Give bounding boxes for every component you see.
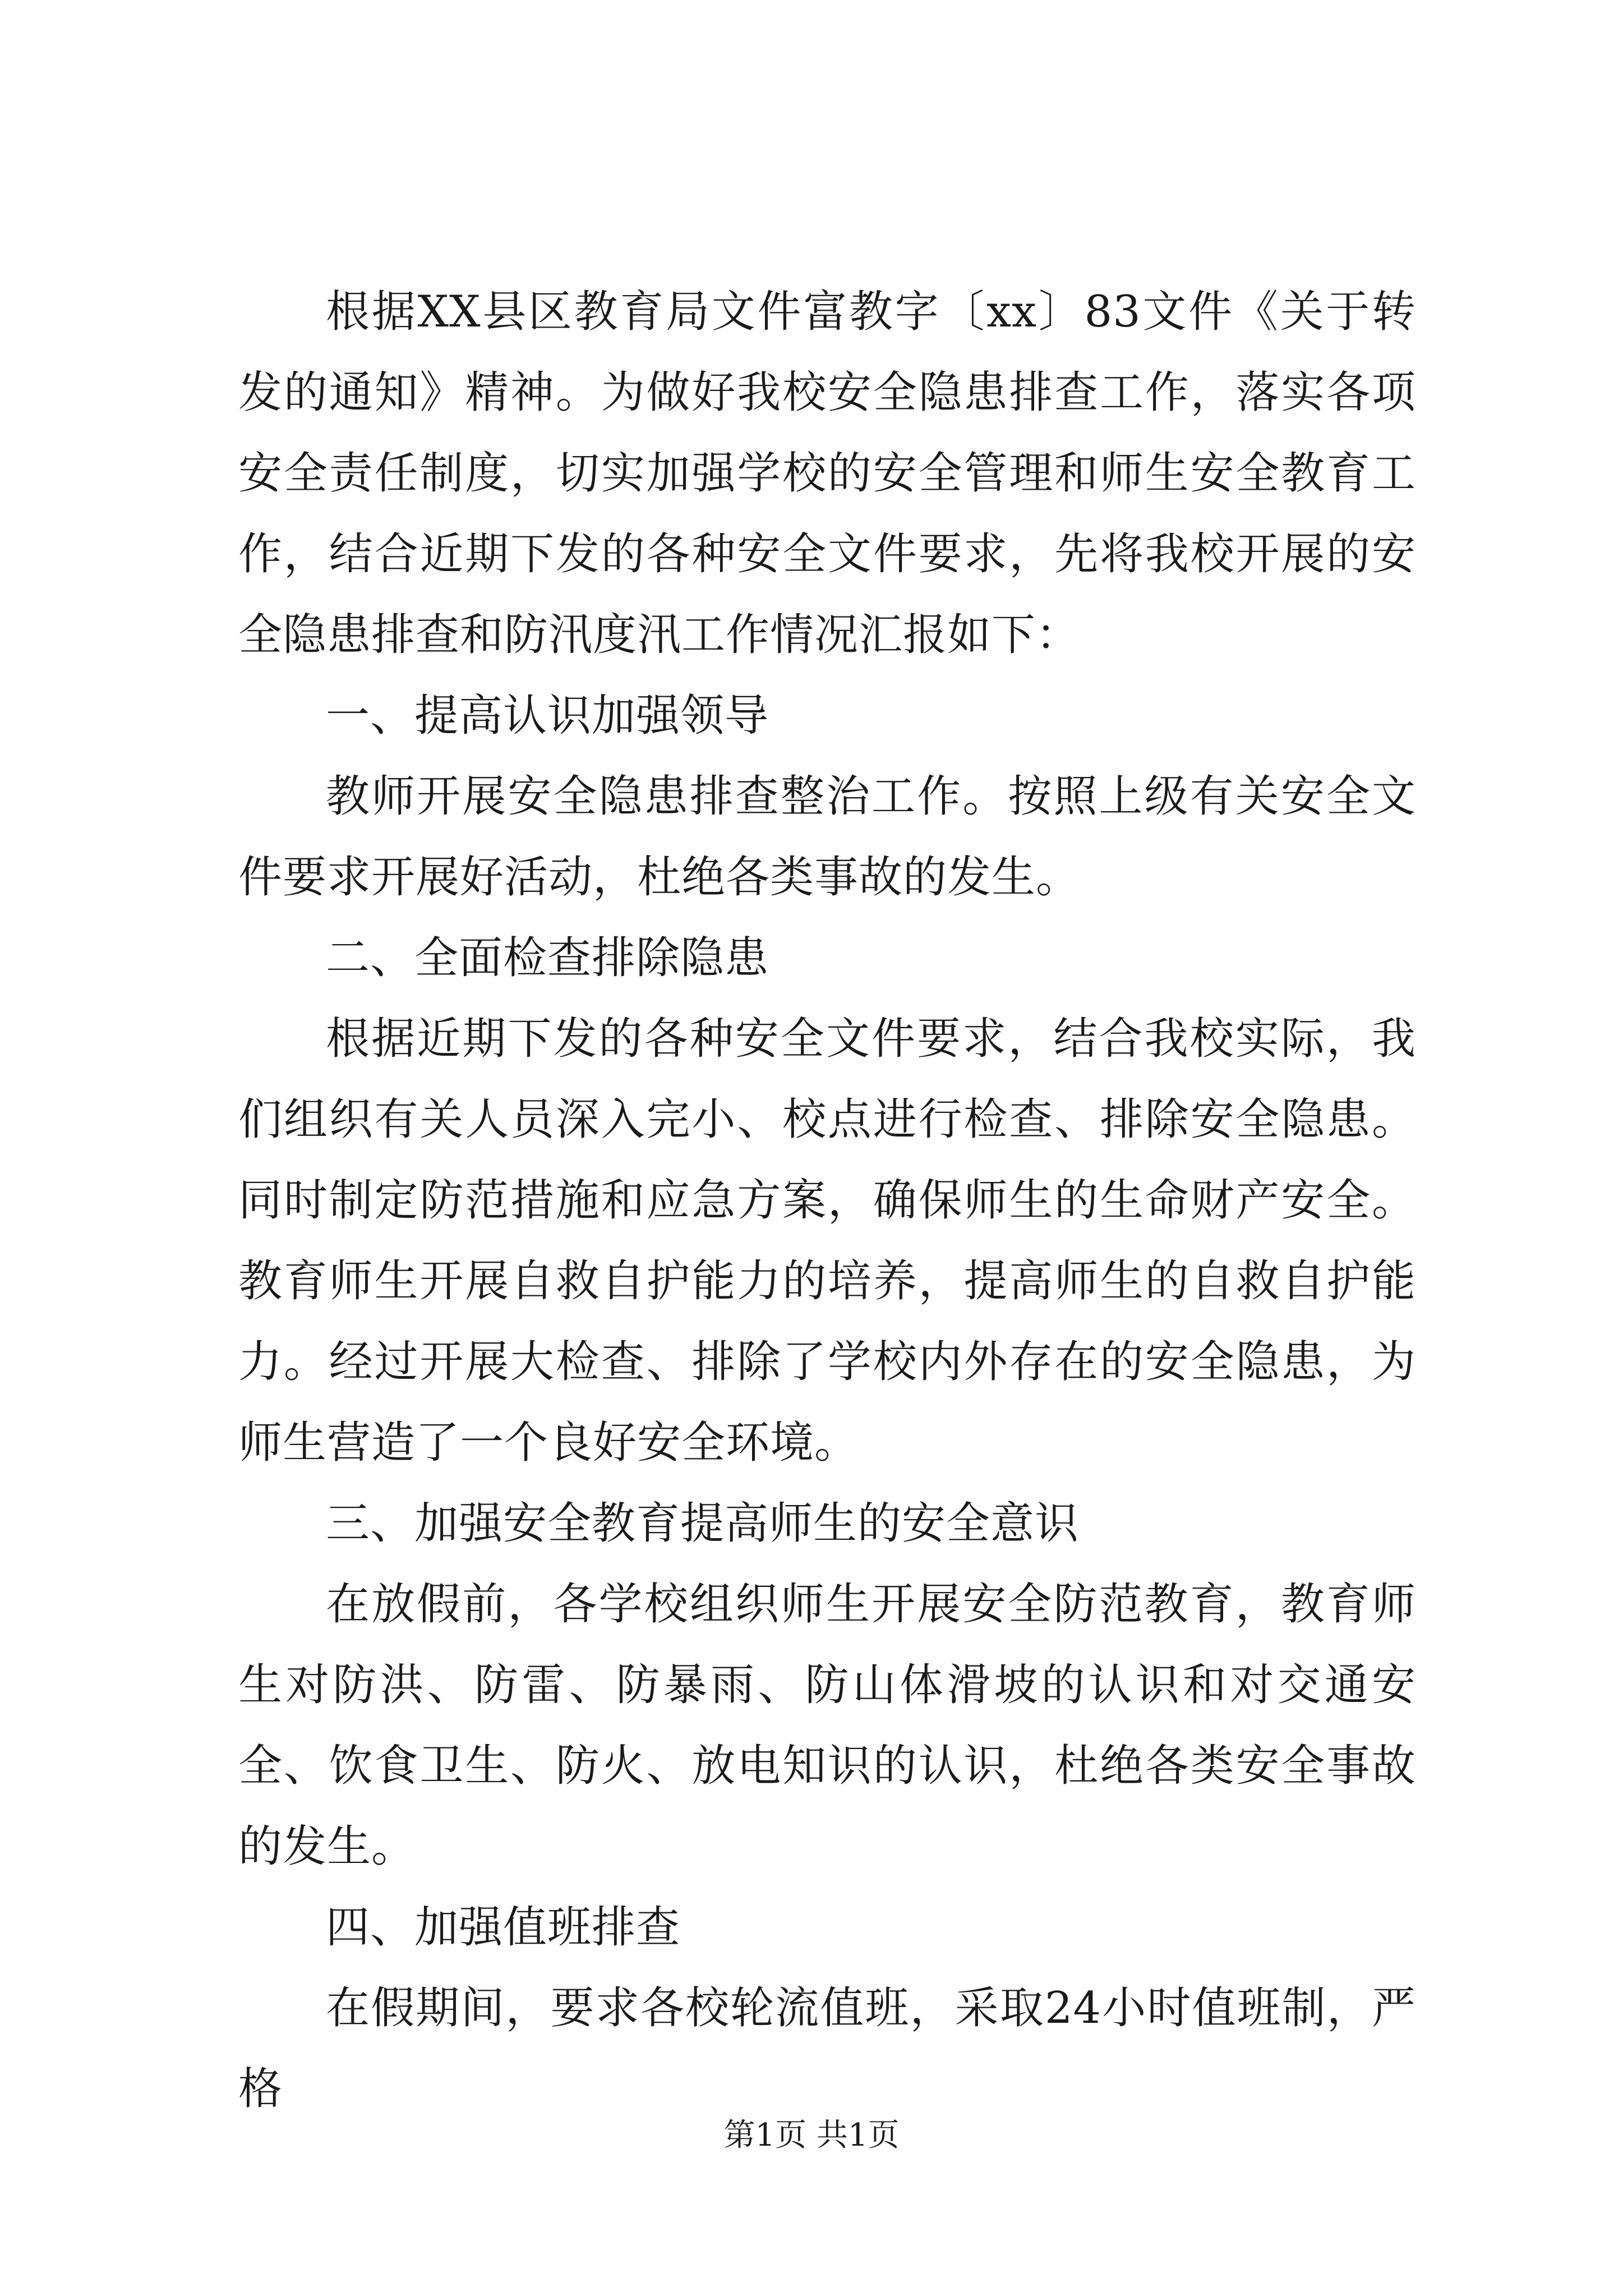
section-heading-3: 三、加强安全教育提高师生的安全意识 (326, 1498, 1080, 1549)
section-heading-1: 一、提高认识加强领导 (326, 691, 769, 741)
document-body (238, 272, 1416, 2129)
section-1-paragraph: 教师开展安全隐患排查整治工作。按照上级有关安全文件要求开展好活动，杜绝各类事故的发生。 (238, 771, 1416, 903)
section-4-paragraph: 在假期间，要求各校轮流值班，采取24小时值班制，严格 (238, 1983, 1416, 2114)
page-footer: 第1页 共1页 (723, 2117, 900, 2154)
section-heading-4: 四、加强值班排查 (326, 1902, 681, 1953)
section-3-paragraph: 在放假前，各学校组织师生开展安全防范教育，教育师生对防洪、防雷、防暴雨、防山体滑坡的认识和对交通安全、饮食卫生、防火、放电知识的认识，杜绝各类安全事故的发生。 (238, 1579, 1416, 1872)
intro-paragraph: 根据XX县区教育局文件富教字〔xx〕83文件《关于转发的通知》精神。为做好我校安全隐患排查工作，落实各项安全责任制度，切实加强学校的安全管理和师生安全教育工作，结合近期下发的各种安全文件要求，先将我校开展的安全隐患排查和防汛度汛工作情况汇报如下： (238, 287, 1416, 660)
section-heading-2: 二、全面检查排除隐患 (326, 933, 769, 983)
section-2-paragraph: 根据近期下发的各种安全文件要求，结合我校实际，我们组织有关人员深入完小、校点进行检查、排除安全隐患。同时制定防范措施和应急方案，确保师生的生命财产安全。教育师生开展自救自护能力的培养，提高师生的自救自护能力。经过开展大检查、排除了学校内外存在的安全隐患，为师生营造了一个良好安全环境。 (238, 1014, 1416, 1468)
